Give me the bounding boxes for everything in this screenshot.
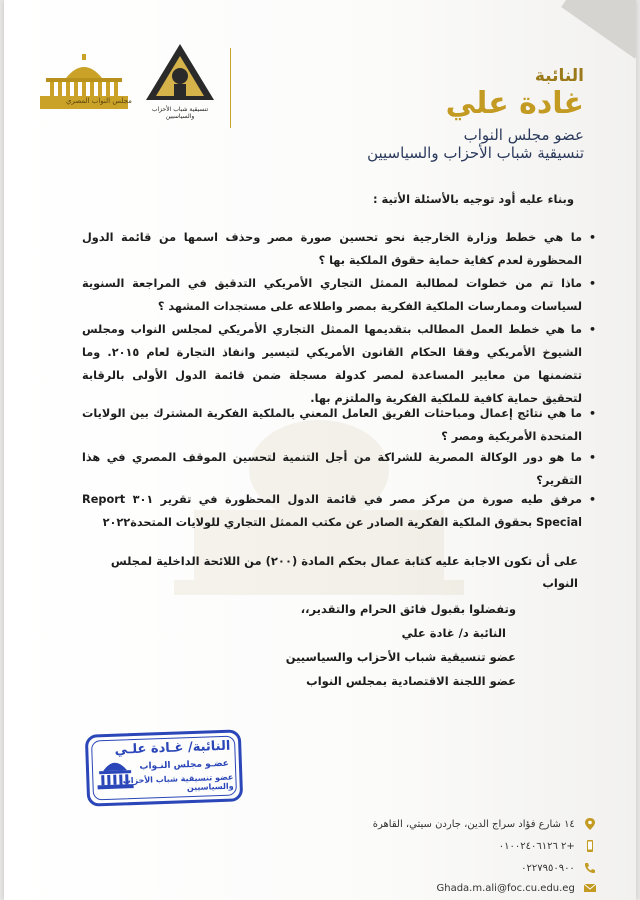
- phone-icon: [584, 862, 596, 874]
- header-role-coordination: تنسيقية شباب الأحزاب والسياسيين: [367, 144, 584, 162]
- bullet-icon: •: [588, 323, 596, 336]
- footer-mobile: +٢ ٠١٠٠٢٤٠٦١٢٦: [498, 841, 575, 852]
- mobile-phone-icon: [584, 840, 596, 852]
- intro-text: وبناء عليه أود توجيه بالأسئلة الأتية :: [372, 192, 574, 206]
- letter-page: [4, 0, 636, 900]
- header-divider: [230, 48, 231, 128]
- question-item: [82, 318, 596, 410]
- question-text: ما هي خطط وزارة الخارجية نحو تحسين صورة مصر وحذف اسمها من قائمة الدول المحظورة لعدم كفاية حماية حقوق الملكية بها ؟: [82, 231, 582, 267]
- question-item: [82, 272, 596, 318]
- question-text: ما هي خطط العمل المطالب بتقديمها الممثل التجاري الأمريكي لمجلس النواب ومجلس الشيوخ الأمريكي وفقا الحكام القانون الأمريكي لتيسير وانفاذ التجارة لعام ٢٠١٥. وما تتضمنها من معايير المساعدة لمصر كدولة مسجلة ضمن قائمة الدول الأولى بالرقابة لتحقيق حماية كافية للملكية الفكرية والملتزم بها.: [82, 323, 582, 405]
- footer-mobile-row: [499, 840, 596, 852]
- footer-phone: ٠٢٢٧٩٥٠٩٠٠: [521, 863, 575, 874]
- footer-phone-row: [521, 862, 596, 874]
- bullet-icon: •: [588, 277, 596, 290]
- question-item: [82, 226, 596, 272]
- footer-email-row: [436, 882, 596, 894]
- official-stamp: [85, 729, 243, 806]
- bullet-icon: •: [588, 493, 596, 506]
- question-item: [82, 402, 596, 448]
- question-text: ماذا تم من خطوات لمطالبة الممثل التجاري الأمريكي التدقيق في المراجعة السنوية لسياسات وممارسات الملكية الفكرية بمصر واطلاعه على مستجدات المشهد ؟: [82, 277, 582, 313]
- question-item: [82, 446, 596, 492]
- closing-text: وتفضلوا بقبول فائق الحرام والتقدير،،: [300, 602, 516, 616]
- answer-note: على أن تكون الاجابة عليه كتابة عمال بحكم المادة (٢٠٠) من اللائحة الداخلية لمجلس النواب: [110, 554, 578, 590]
- bullet-icon: •: [588, 451, 596, 464]
- footer-address-row: [373, 818, 596, 830]
- bullet-icon: •: [588, 231, 596, 244]
- bullet-icon: •: [588, 407, 596, 420]
- email-icon: [584, 882, 596, 894]
- footer-address: ١٤ شارع فؤاد سراج الدين، جاردن سيتي، القاهرة: [372, 819, 575, 830]
- header-name: غادة علي: [445, 86, 584, 121]
- coordination-logo: [144, 42, 216, 120]
- footer-email[interactable]: Ghada.m.ali@foc.cu.edu.eg: [436, 883, 575, 894]
- question-item: [82, 488, 596, 534]
- stamp-line-parliament: عضـو مجلس النـواب: [139, 758, 230, 772]
- signature-name: النائبة د/ غادة علي: [401, 626, 506, 640]
- header-role-parliament: عضو مجلس النواب: [463, 126, 584, 144]
- location-pin-icon: [584, 818, 596, 830]
- question-text: مرفق طيه صورة من مركز مصر في قائمة الدول المحظورة في تقرير ٣٠١ Report Special بحقوق الملكية الفكرية الصادر عن مكتب الممثل التجاري للولايات المتحدة٢٠٢٢: [82, 493, 583, 529]
- coordination-logo-caption: تنسيقية شباب الأحزاب والسياسيين: [151, 106, 209, 120]
- signature-role-committee: عضو اللجنة الاقتصادية بمجلس النواب: [306, 674, 516, 688]
- signature-role-coordination: عضو تنسيقية شباب الأحزاب والسياسيين: [285, 650, 516, 664]
- stamp-line-coordination: عضو تنسيقية شباب الأحزاب والسياسيين: [122, 772, 234, 793]
- question-text: ما هي نتائج إعمال ومباحثات الفريق العامل المعني بالملكية الفكرية المشترك بين الولايات المتحدة الأمريكية ومصر ؟: [82, 407, 582, 443]
- stamp-line-name: النائبة/ غـادة علـي: [114, 738, 231, 758]
- header-title: النائبة: [534, 66, 584, 86]
- parliament-logo-caption: مجلس النواب المصري: [66, 97, 132, 105]
- parliament-logo: [36, 52, 132, 110]
- question-text: ما هو دور الوكالة المصرية للشراكة من أجل التنمية لتحسين الموقف المصري في هذا التقرير؟: [82, 451, 582, 487]
